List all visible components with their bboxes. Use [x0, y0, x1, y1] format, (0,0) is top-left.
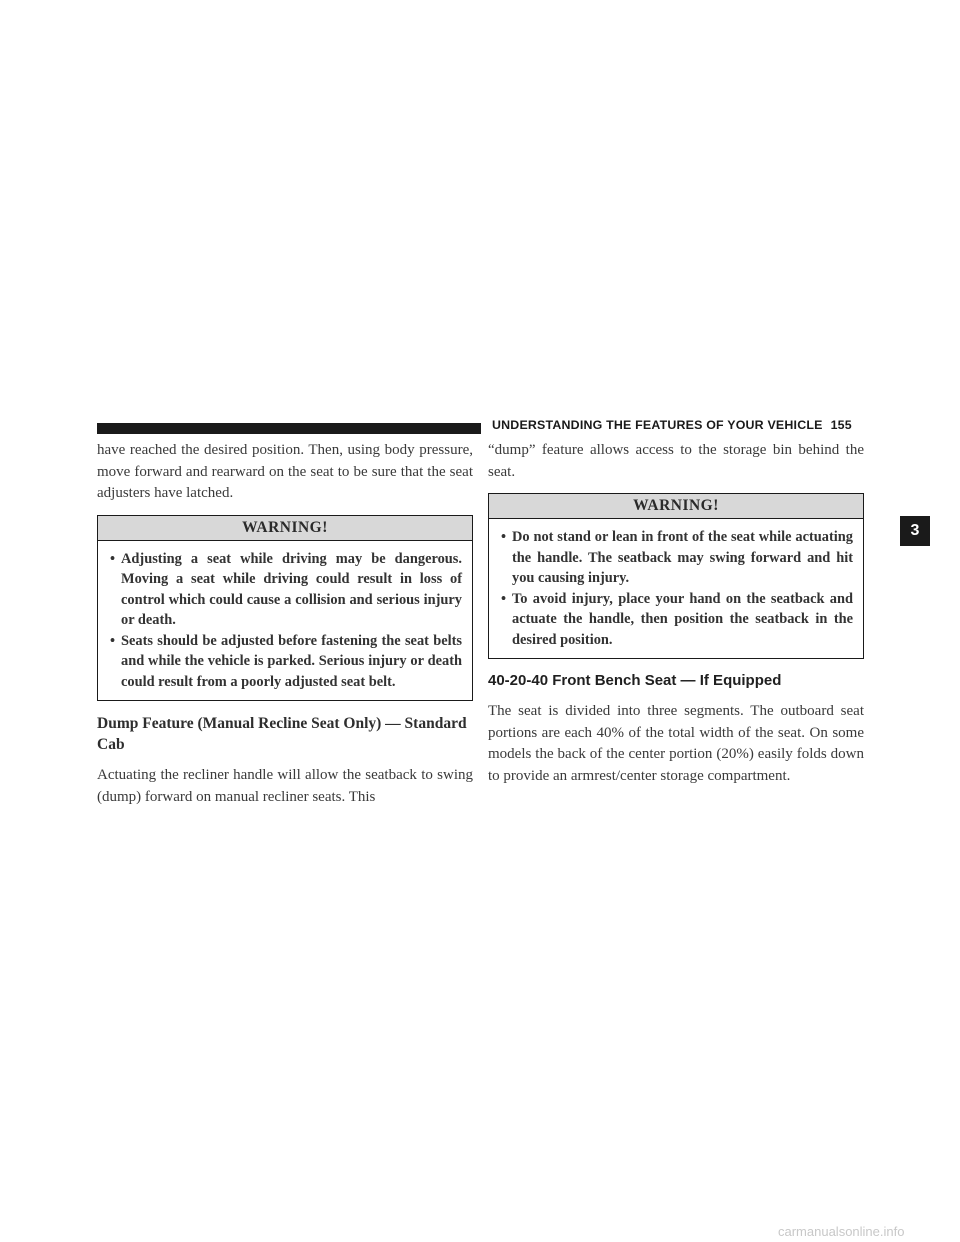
warning-list	[98, 541, 472, 701]
section-heading-bench-seat: 40-20-40 Front Bench Seat — If Equipped	[488, 672, 782, 689]
warning-box-right	[488, 493, 864, 659]
continued-paragraph: “dump” feature allows access to the storage bin behind the seat.	[488, 442, 864, 480]
header-rule	[97, 423, 481, 434]
watermark: carmanualsonline.info	[778, 1224, 905, 1239]
warning-box-left	[97, 515, 473, 702]
warning-list	[489, 519, 863, 658]
warning-title: WARNING!	[98, 516, 472, 541]
section-title: UNDERSTANDING THE FEATURES OF YOUR VEHICLE	[492, 418, 823, 432]
warning-item: • Do not stand or lean in front of the seat while actuating the handle. The seatback may swing forward and hit you causing injury.	[501, 529, 853, 586]
chapter-tab: 3	[900, 516, 930, 546]
bullet-icon: •	[501, 529, 507, 545]
dump-feature-paragraph: Actuating the recliner handle will allow the seatback to swing (dump) forward on manual recliner seats. This	[97, 767, 473, 805]
page-number: 155	[830, 418, 852, 432]
subheading-dump-feature: Dump Feature (Manual Recline Seat Only) — Standard Cab	[97, 715, 467, 753]
warning-item: • Adjusting a seat while driving may be dangerous. Moving a seat while driving could result in loss of control which could cause a collision and serious injury or death.	[110, 550, 462, 628]
warning-item: • Seats should be adjusted before fastening the seat belts and while the vehicle is parked. Serious injury or death could result from a poorly adjusted seat belt.	[110, 632, 462, 690]
right-column	[488, 440, 864, 787]
bullet-icon: •	[501, 590, 507, 607]
bullet-icon: •	[110, 632, 116, 649]
warning-title: WARNING!	[489, 494, 863, 519]
warning-item: • To avoid injury, place your hand on the seatback and actuate the handle, then position the seatback in the desired position.	[501, 590, 853, 648]
running-header	[492, 418, 864, 432]
intro-paragraph: have reached the desired position. Then, using body pressure, move forward and rearward on the seat to be sure that the seat adjusters have latched.	[97, 442, 473, 501]
bullet-icon: •	[110, 550, 116, 567]
bench-seat-paragraph: The seat is divided into three segments. The outboard seat portions are each 40% of the total width of the seat. On some models the back of the center portion (20%) easily folds down to provide an armrest/center storage compartment.	[488, 703, 864, 784]
left-column	[97, 440, 473, 808]
